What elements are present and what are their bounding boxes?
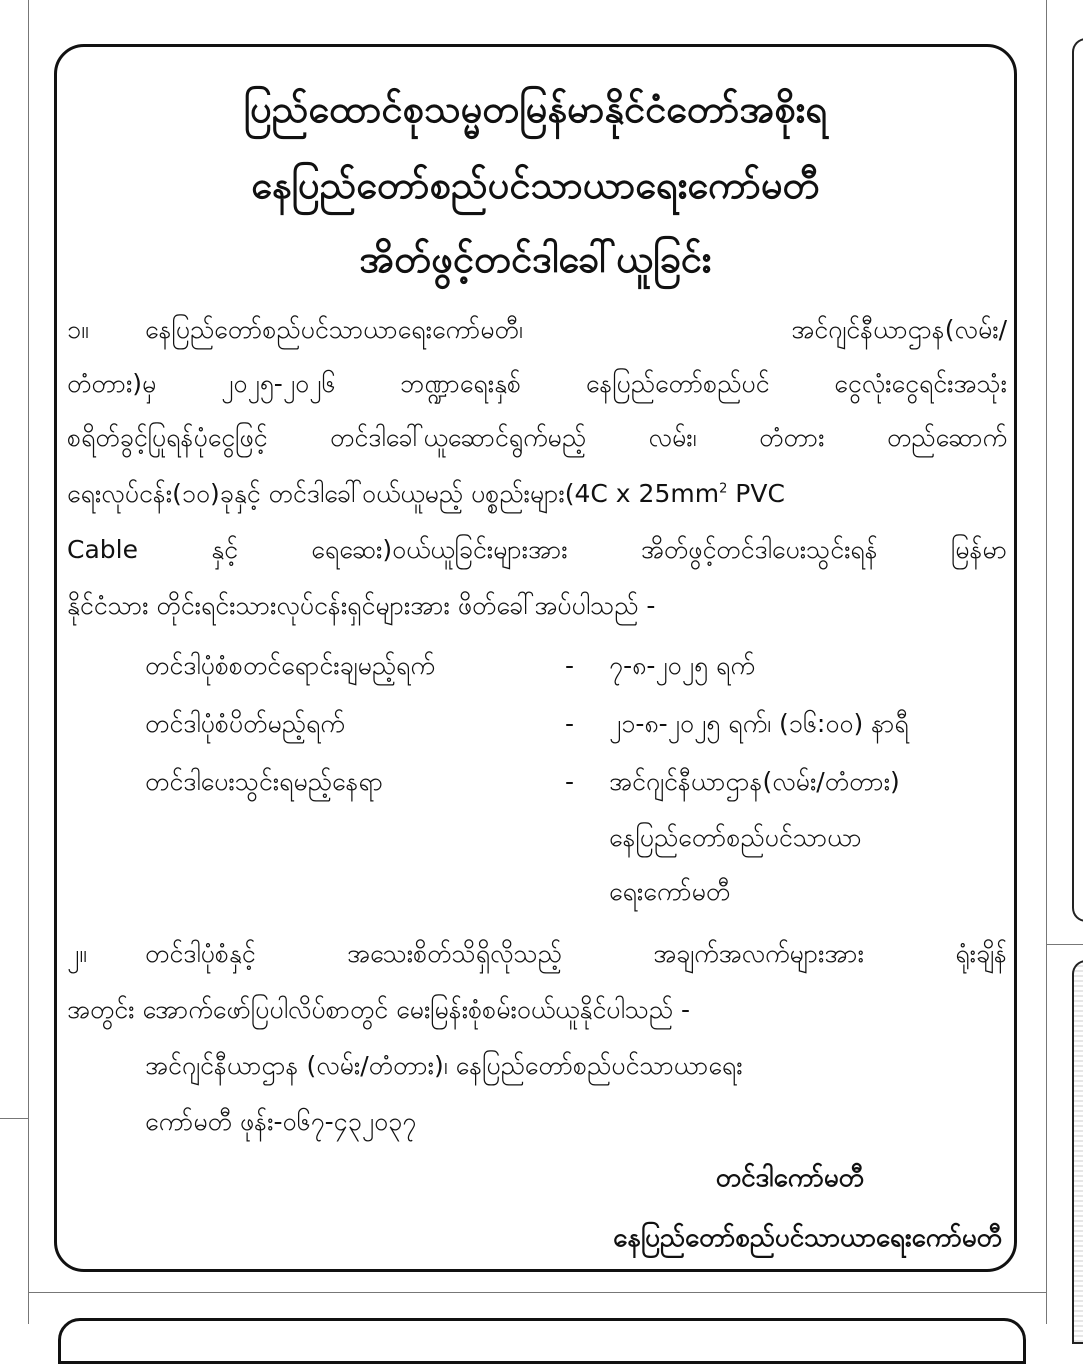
detail-label: တင်ဒါပေးသွင်းရမည့်နေရာ [145,767,384,796]
detail-dash: - [565,709,575,738]
notice-title-line-3: အိတ်ဖွင့်တင်ဒါခေါ်ယူခြင်း [359,237,712,281]
paragraph-2-line: တင်ဒါပုံစံနှင့် အသေးစိတ်သိရှိလိုသည့် အချက်အလက်များအား ရုံးချိန် [145,939,1007,968]
column-rule-right [1046,0,1047,1324]
detail-value: အင်ဂျင်နီယာဌာန(လမ်း/တံတား) [609,767,900,796]
tender-notice [54,44,1017,1272]
notice-title-line-1: ပြည်ထောင်စုသမ္မတမြန်မာနိုင်ငံတော်အစိုးရ [243,87,828,131]
paragraph-1-line: ရေးလုပ်ငန်း(၁၀)ခုနှင့် တင်ဒါခေါ်ဝယ်ယူမည့် ပစ္စည်းများ(4C x $25mm^2$ PVC [67,479,785,508]
paragraph-number: ၂။ [67,939,87,968]
detail-value: နေပြည်တော်စည်ပင်သာယာ [609,823,862,852]
paragraph-1-line: တံတား)မှ ၂၀၂၅-၂၀၂၆ ဘဏ္ဍာရေးနှစ် နေပြည်တော်စည်ပင် ငွေလုံးငွေရင်းအသုံး [67,369,1007,398]
column-rule-left [28,0,29,1324]
signature-organization: နေပြည်တော်စည်ပင်သာယာရေးကော်မတီ [613,1223,1002,1253]
divider [0,1118,28,1119]
detail-dash: - [565,651,575,680]
paragraph-1-line: နေပြည်တော်စည်ပင်သာယာရေးကော်မတီ၊ အင်ဂျင်နီယာဌာန(လမ်း/ [145,315,1007,344]
divider [28,1292,1046,1293]
signature-committee: တင်ဒါကော်မတီ [715,1163,864,1193]
paragraph-number: ၁။ [67,315,89,344]
paragraph-1-line: နိုင်ငံသား တိုင်းရင်းသားလုပ်ငန်းရှင်များအား ဖိတ်ခေါ်အပ်ပါသည် - [67,591,656,620]
detail-label: တင်ဒါပုံစံစတင်ရောင်းချမည့်ရက် [145,651,435,680]
detail-dash: - [565,767,575,796]
detail-value: ၇-၈-၂၀၂၅ ရက် [609,651,755,680]
detail-value: ရေးကော်မတီ [609,877,731,906]
paragraph-2-line: အင်ဂျင်နီယာဌာန (လမ်း/တံတား)၊ နေပြည်တော်စည်ပင်သာယာရေး [145,1051,743,1080]
paragraph-2-line: ကော်မတီ ဖုန်း-၀၆၇-၄၃၂၀၃၇ [145,1107,417,1136]
detail-label: တင်ဒါပုံစံပိတ်မည့်ရက် [145,709,345,738]
next-notice-box [58,1318,1026,1364]
paragraph-1-line: စရိတ်ခွင့်ပြုရန်ပုံငွေဖြင့် တင်ဒါခေါ်ယူဆောင်ရွက်မည့် လမ်း၊ တံတား တည်ဆောက် [67,423,1007,452]
paragraph-1-line: Cable နှင့် ရေဆေး)ဝယ်ယူခြင်းများအား အိတ်ဖွင့်တင်ဒါပေးသွင်းရန် မြန်မာ [67,535,1007,564]
divider [1046,944,1083,945]
notice-title-line-2: နေပြည်တော်စည်ပင်သာယာရေးကော်မတီ [251,163,820,207]
adjacent-ad-right-bottom [1072,960,1083,1344]
adjacent-ad-right-top [1072,38,1083,922]
detail-value: ၂၁-၈-၂၀၂၅ ရက်၊ (၁၆:၀၀) နာရီ [609,709,909,738]
paragraph-2-line: အတွင်း အောက်ဖော်ပြပါလိပ်စာတွင် မေးမြန်းစုံစမ်းဝယ်ယူနိုင်ပါသည် - [67,995,691,1024]
